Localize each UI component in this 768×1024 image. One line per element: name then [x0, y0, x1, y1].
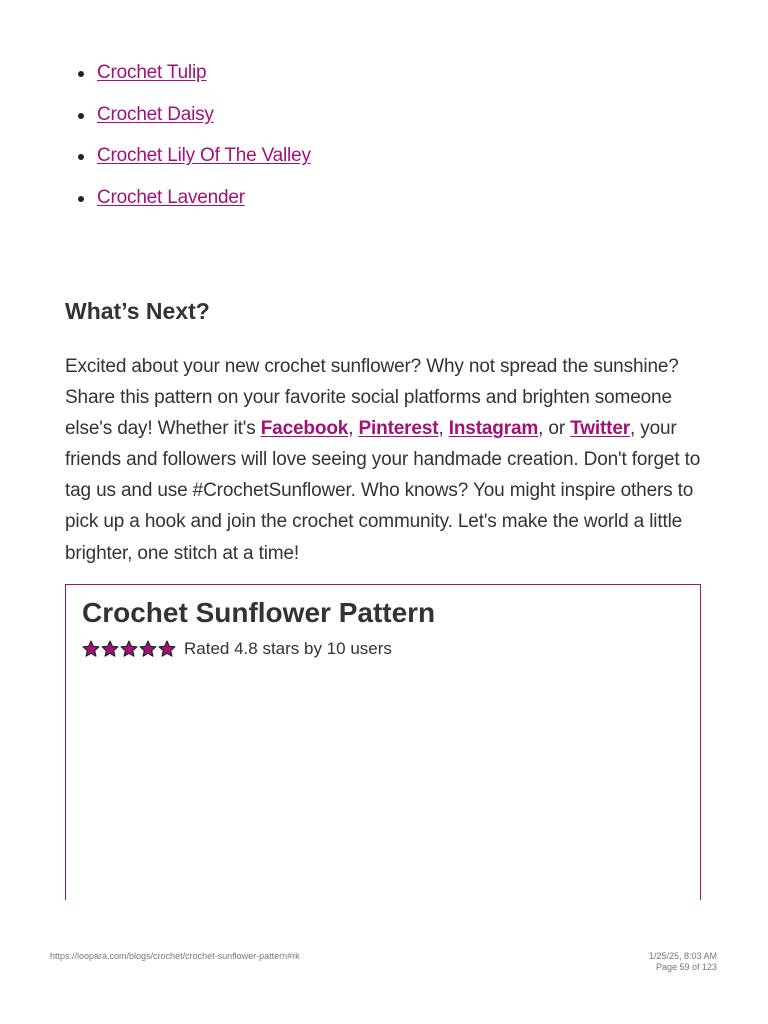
bullet-icon: [78, 113, 84, 119]
link-crochet-lavender[interactable]: Crochet Lavender: [97, 186, 245, 208]
footer-datetime: 1/25/25, 8:03 AM: [648, 951, 717, 961]
star-icon: [82, 640, 100, 658]
link-crochet-lily-of-the-valley[interactable]: Crochet Lily Of The Valley: [97, 145, 311, 166]
list-item: [97, 182, 311, 224]
facebook-link[interactable]: Facebook: [260, 418, 349, 440]
footer-meta: [649, 951, 717, 973]
bullet-icon: [78, 196, 84, 202]
paragraph-text: , your friends and followers will love seeing your handmade creation. Don't forget to tag us and use #CrochetSunflower. Who knows? You might inspire others to pick up a hook and join the crochet community. Let's make the world a little brighter, one stitch at a time!: [65, 418, 701, 564]
link-crochet-tulip[interactable]: Crochet Tulip: [97, 62, 207, 83]
separator: , or: [538, 418, 571, 440]
recipe-title: Crochet Sunflower Pattern: [82, 597, 436, 628]
rating-stars: [82, 640, 176, 658]
list-item: [97, 99, 311, 141]
star-icon: [101, 640, 119, 658]
rating-text: Rated 4.8 stars by 10 users: [184, 639, 392, 658]
bullet-icon: [78, 154, 84, 160]
section-paragraph: [65, 351, 705, 569]
recipe-card: [65, 584, 701, 900]
footer-url: https://loopara.com/blogs/crochet/crochet-sunflower-pattern#rk: [50, 951, 300, 961]
star-icon: [139, 640, 157, 658]
star-icon: [158, 640, 176, 658]
instagram-link[interactable]: Instagram: [448, 418, 539, 440]
footer-page-number: Page 59 of 123: [655, 962, 717, 972]
paragraph-text: Excited about your new crochet sunflower? Why not spread the sunshine? Share this pattern on your favorite social platforms and brighten someone else's day! Whether it's: [65, 356, 679, 440]
related-links-list: [97, 57, 311, 223]
twitter-link[interactable]: Twitter: [570, 418, 630, 440]
section-heading: What’s Next?: [65, 298, 210, 324]
star-rating: [82, 639, 392, 659]
pinterest-link[interactable]: Pinterest: [358, 418, 439, 440]
bullet-icon: [78, 71, 84, 77]
separator: ,: [348, 418, 359, 440]
link-crochet-daisy[interactable]: Crochet Daisy: [97, 103, 214, 125]
star-icon: [120, 640, 138, 658]
list-item: [97, 140, 311, 182]
separator: ,: [438, 418, 449, 440]
list-item: [97, 57, 311, 99]
